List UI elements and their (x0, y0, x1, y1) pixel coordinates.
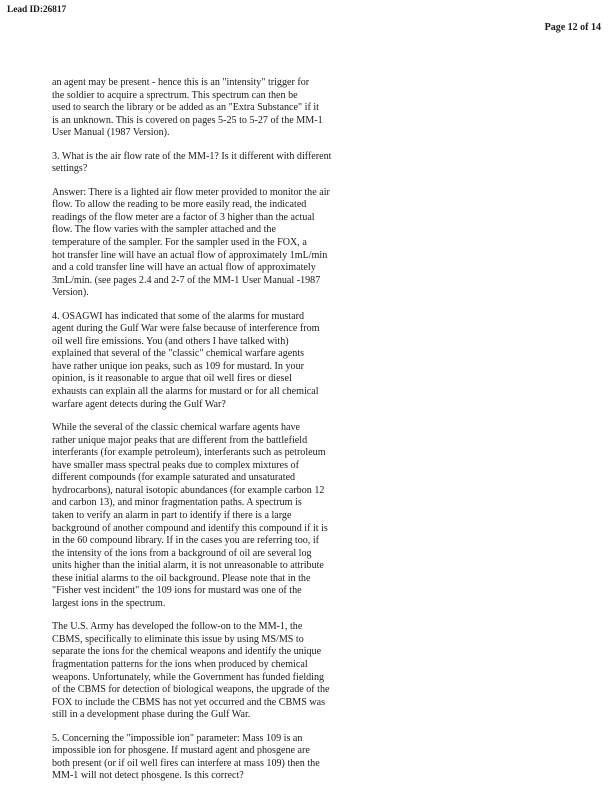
question-5: 5. Concerning the "impossible ion" parameter: Mass 109 is an impossible ion for phosgene. If mustard agent and phosgene are both present (or if oil well fires can interfere at mass 109) then the MM-1 will not detect phosgene. Is this correct? (52, 732, 320, 782)
question-3: 3. What is the air flow rate of the MM-1? Is it different with different settings? (52, 150, 332, 175)
lead-id: Lead ID:26817 (7, 5, 67, 15)
paragraph-cbms: The U.S. Army has developed the follow-on to the MM-1, the CBMS, specifically to eliminate this issue by using MS/MS to separate the ions for the chemical weapons and identify the unique fragmentation patterns for the ions when produced by chemical weapons. Unfortunately, while the Government has funded fielding of the CBMS for detection of biological weapons, the upgrade of the FOX to include the CBMS has not yet occurred and the CBMS was still in a development phase during the Gulf War. (52, 621, 330, 721)
document-body (52, 77, 342, 794)
page-number: Page 12 of 14 (544, 22, 601, 33)
answer-3: Answer: There is a lighted air flow meter provided to monitor the air flow. To allow the reading to be more easily read, the indicated readings of the flow meter are a factor of 3 higher than the actual flow. The flow varies with the sampler attached and the temperature of the sampler. For the sampler used in the FOX, a hot transfer line will have an actual flow of approximately 1mL/min and a cold transfer line will have an actual flow of approximately 3mL/min. (see pages 2.4 and 2-7 of the MM-1 User Manual -1987 Version). (52, 186, 330, 299)
answer-4: While the several of the classic chemical warfare agents have rather unique major peaks that are different from the battlefield interferants (for example petroleum), interferants such as petroleum have smaller mass spectral peaks due to complex mixtures of different compounds (for example saturated and unsaturated hydrocarbons), natural isotopic abundances (for example carbon 12 and carbon 13), and minor fragmentation paths. A spectrum is taken to verify an alarm in part to identify if there is a large background of another compound and identify this compound if it is in the 60 compound library. If in the cases you are referring too, if the intensity of the ions from a background of oil are several log units higher than the initial alarm, it is not unreasonable to attribute these initial alarms to the oil background. Please note that in the "Fisher vest incident" the 109 ions for mustard was one of the largest ions in the spectrum. (52, 422, 328, 609)
question-4: 4. OSAGWI has indicated that some of the alarms for mustard agent during the Gulf War were false because of interference from oil well fire emissions. You (and others I have talked with) explained that several of the "classic" chemical warfare agents have rather unique ion peaks, such as 109 for mustard. In your opinion, is it reasonable to argue that oil well fires or diesel exhausts can explain all the alarms for mustard or for all chemical warfare agent detects during the Gulf War? (52, 310, 320, 410)
paragraph-spectrum-intro: an agent may be present - hence this is an "intensity" trigger for the soldier to acquire a sprectrum. This spectrum can then be used to search the library or be added as an "Extra Substance" if it is an unknown. This is covered on pages 5-25 to 5-27 of the MM-1 User Manual (1987 Version). (52, 77, 323, 139)
